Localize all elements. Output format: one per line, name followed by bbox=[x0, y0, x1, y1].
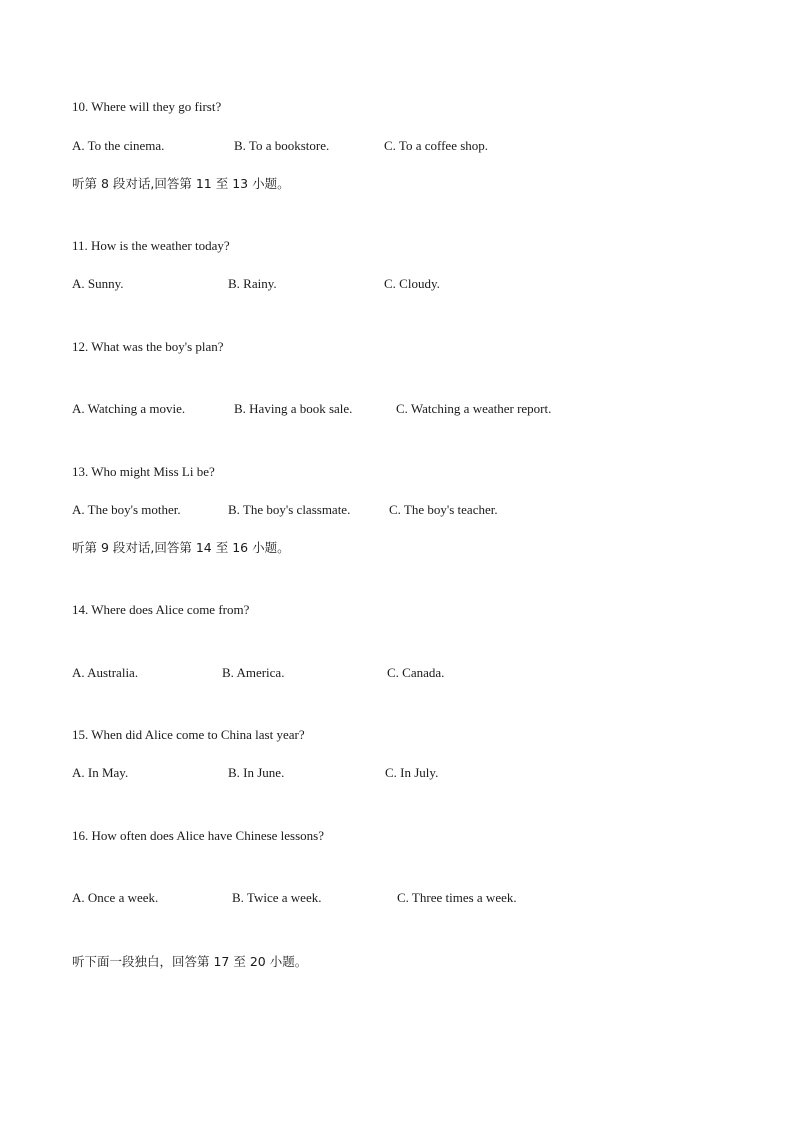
question-12-option-c: C. Watching a weather report. bbox=[396, 401, 552, 416]
question-10-option-c: C. To a coffee shop. bbox=[384, 138, 489, 153]
question-16-option-a: A. Once a week. bbox=[72, 890, 159, 905]
question-16-option-b: B. Twice a week. bbox=[232, 890, 322, 905]
question-10-stem: 10. Where will they go first? bbox=[72, 99, 222, 114]
question-13-option-c: C. The boy's teacher. bbox=[389, 502, 498, 517]
question-15-option-b: B. In June. bbox=[228, 765, 285, 780]
question-16-option-c: C. Three times a week. bbox=[397, 890, 517, 905]
question-13-option-a: A. The boy's mother. bbox=[72, 502, 181, 517]
question-14-option-a: A. Australia. bbox=[72, 665, 139, 680]
section-header-dialogue-9: 听第 9 段对话,回答第 14 至 16 小题。 bbox=[72, 540, 290, 555]
question-11-option-b: B. Rainy. bbox=[228, 276, 277, 291]
section-header-monologue: 听下面一段独白，回答第 17 至 20 小题。 bbox=[72, 954, 308, 969]
question-16-stem: 16. How often does Alice have Chinese lessons? bbox=[72, 828, 325, 843]
question-13-option-b: B. The boy's classmate. bbox=[228, 502, 351, 517]
question-13-stem: 13. Who might Miss Li be? bbox=[72, 464, 215, 479]
question-11-stem: 11. How is the weather today? bbox=[72, 238, 230, 253]
question-10-option-a: A. To the cinema. bbox=[72, 138, 165, 153]
question-15-option-a: A. In May. bbox=[72, 765, 129, 780]
question-14-option-b: B. America. bbox=[222, 665, 285, 680]
question-12-option-b: B. Having a book sale. bbox=[234, 401, 353, 416]
question-14-stem: 14. Where does Alice come from? bbox=[72, 602, 250, 617]
question-12-stem: 12. What was the boy's plan? bbox=[72, 339, 224, 354]
question-15-option-c: C. In July. bbox=[385, 765, 439, 780]
question-15-stem: 15. When did Alice come to China last year? bbox=[72, 727, 305, 742]
question-10-option-b: B. To a bookstore. bbox=[234, 138, 330, 153]
question-11-option-a: A. Sunny. bbox=[72, 276, 124, 291]
section-header-dialogue-8: 听第 8 段对话,回答第 11 至 13 小题。 bbox=[72, 176, 290, 191]
question-11-option-c: C. Cloudy. bbox=[384, 276, 440, 291]
question-12-option-a: A. Watching a movie. bbox=[72, 401, 186, 416]
question-14-option-c: C. Canada. bbox=[387, 665, 445, 680]
